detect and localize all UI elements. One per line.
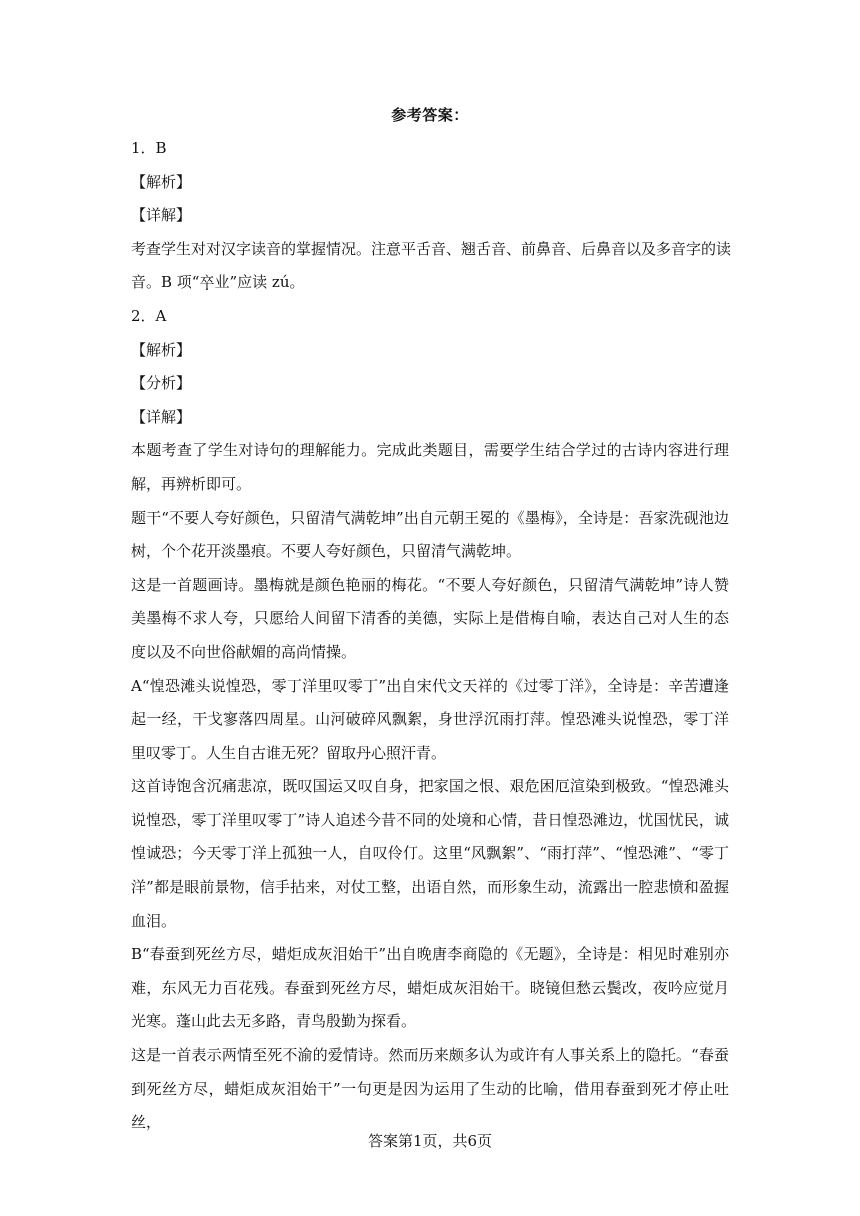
page-title: 参考答案： [391,106,469,124]
q2-paragraph: 题干“不要人夸好颜色，只留清气满乾坤”出自元朝王冕的《墨梅》，全诗是：吾家洗砚池边树，个个花开淡墨痕。不要人夸好颜色，只留清气满乾坤。 [131,508,729,561]
q1-explanation-line2 [131,266,729,300]
q2-fenxi-label: 【分析】 [131,374,192,393]
q1-answer: 1．B [131,139,167,157]
q1-text-after: 业”应读 zú。 [214,273,305,292]
q2-paragraph: B“春蚕到死丝方尽，蜡炬成灰泪始干”出自晚唐李商隐的《无题》，全诗是：相见时难别亦难，东风无力百花残。春蚕到死丝方尽，蜡炬成灰泪始干。晓镜但愁云鬓改，夜吟应觉月光寒。蓬山此去无多路，青鸟殷勤为探看。 [131,945,729,1031]
emphasis-char: 卒 . [199,273,214,291]
q1-explanation-line1: 考查学生对对汉字读音的掌握情况。注意平舌音、翘舌音、前鼻音、后鼻音以及多音字的读 [131,239,732,258]
q2-detail-label: 【详解】 [131,407,192,426]
q2-answer: 2．A [131,306,167,325]
q2-paragraph: 本题考查了学生对诗句的理解能力。完成此类题目，需要学生结合学过的古诗内容进行理解，再辨析即可。 [131,441,729,493]
q1-analysis-label: 【解析】 [131,172,192,191]
page-footer: 答案第1页，共6页 [367,1132,493,1150]
q2-paragraph: A“惶恐滩头说惶恐，零丁洋里叹零丁”出自宋代文天祥的《过零丁洋》，全诗是：辛苦遭逢起一经，干戈寥落四周星。山河破碎风飘絮，身世浮沉雨打萍。惶恐滩头说惶恐，零丁洋里叹零丁。人生自古谁无死？留取丹心照汗青。 [131,676,729,762]
q1-detail-label: 【详解】 [131,206,192,225]
q2-paragraph: 这是一首题画诗。墨梅就是颜色艳丽的梅花。“不要人夸好颜色，只留清气满乾坤”诗人赞美墨梅不求人夸，只愿给人间留下清香的美德，实际上是借梅自喻，表达自己对人生的态度以及不向世俗献媚的高尚情操。 [131,575,729,661]
q2-paragraph: 这是一首表示两情至死不渝的爱情诗。然而历来颇多认为或许有人事关系上的隐托。“春蚕到死丝方尽，蜡炬成灰泪始干”一句更是因为运用了生动的比喻，借用春蚕到死才停止吐丝， [131,1046,729,1132]
q1-text-before: 音。B 项“ [131,273,200,292]
q2-analysis-label: 【解析】 [131,340,192,359]
answer-content [131,132,732,1140]
q2-paragraph: 这首诗饱含沉痛悲凉，既叹国运又叹自身，把家国之恨、艰危困厄渲染到极致。“惶恐滩头说惶恐，零丁洋里叹零丁”诗人追述今昔不同的处境和心情，昔日惶恐滩边，忧国忧民，诚惶诚恐；今天零丁洋上孤独一人，自叹伶仃。这里“风飘絮”、“雨打萍”、“惶恐滩”、“零丁洋”都是眼前景物，信手拈来，对仗工整，出语自然，而形象生动，流露出一腔悲愤和盈握血泪。 [131,777,729,930]
